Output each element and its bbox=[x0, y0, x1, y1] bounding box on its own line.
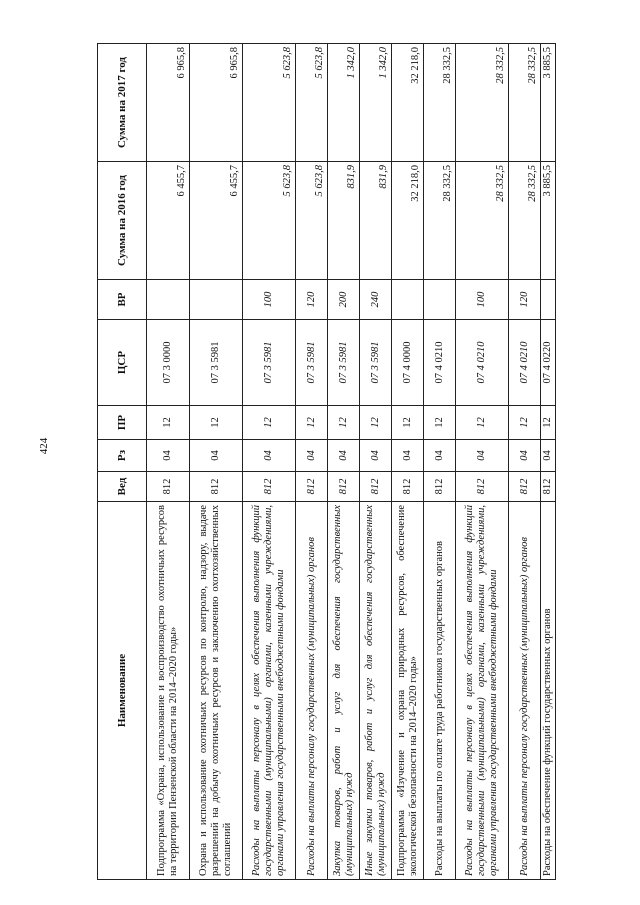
cell-pr: 12 bbox=[243, 406, 296, 440]
cell-sum-2017: 28 332,5 bbox=[509, 44, 541, 162]
cell-sum-2017: 6 965,8 bbox=[147, 44, 190, 162]
cell-vr bbox=[392, 280, 424, 320]
table-row bbox=[147, 44, 190, 880]
cell-vr bbox=[541, 280, 556, 320]
table-row bbox=[360, 44, 392, 880]
cell-rz: 04 bbox=[456, 440, 509, 472]
cell-rz: 04 bbox=[392, 440, 424, 472]
cell-pr: 12 bbox=[456, 406, 509, 440]
cell-rz: 04 bbox=[541, 440, 556, 472]
budget-table bbox=[97, 43, 556, 880]
cell-pr: 12 bbox=[190, 406, 243, 440]
cell-ved: 812 bbox=[360, 472, 392, 502]
cell-ved: 812 bbox=[392, 472, 424, 502]
cell-csr: 07 3 5981 bbox=[296, 320, 328, 406]
cell-ved: 812 bbox=[541, 472, 556, 502]
cell-name: Закупка товаров, работ и услуг для обеспечения государственных (муниципальных) нужд bbox=[328, 502, 360, 880]
cell-name: Расходы на выплаты персоналу государственных (муниципальных) органов bbox=[509, 502, 541, 880]
cell-ved: 812 bbox=[456, 472, 509, 502]
cell-name: Иные закупки товаров, работ и услуг для обеспечения государственных (муниципальных) нужд bbox=[360, 502, 392, 880]
table-row bbox=[424, 44, 456, 880]
cell-sum-2016: 3 885,5 bbox=[541, 162, 556, 280]
cell-sum-2017: 28 332,5 bbox=[456, 44, 509, 162]
rotated-table-container bbox=[97, 44, 553, 880]
cell-sum-2016: 28 332,5 bbox=[424, 162, 456, 280]
header-row bbox=[98, 44, 147, 880]
table-row bbox=[392, 44, 424, 880]
table-row bbox=[190, 44, 243, 880]
cell-rz: 04 bbox=[360, 440, 392, 472]
cell-vr: 200 bbox=[328, 280, 360, 320]
header-sum-2017: Сумма на 2017 год bbox=[98, 44, 147, 162]
cell-csr: 07 4 0000 bbox=[392, 320, 424, 406]
header-csr: ЦСР bbox=[98, 320, 147, 406]
cell-name: Подпрограмма «Охрана, использование и воспроизводство охотничьих ресурсов на территории Пензенской области на 2014–2020 годы» bbox=[147, 502, 190, 880]
cell-sum-2016: 6 455,7 bbox=[190, 162, 243, 280]
cell-rz: 04 bbox=[296, 440, 328, 472]
cell-csr: 07 3 5981 bbox=[328, 320, 360, 406]
cell-csr: 07 4 0210 bbox=[509, 320, 541, 406]
table-row bbox=[456, 44, 509, 880]
cell-pr: 12 bbox=[424, 406, 456, 440]
cell-ved: 812 bbox=[424, 472, 456, 502]
cell-vr bbox=[147, 280, 190, 320]
cell-pr: 12 bbox=[296, 406, 328, 440]
table-row bbox=[541, 44, 556, 880]
cell-sum-2017: 1 342,0 bbox=[328, 44, 360, 162]
cell-sum-2017: 32 218,0 bbox=[392, 44, 424, 162]
cell-sum-2017: 5 623,8 bbox=[243, 44, 296, 162]
cell-name: Расходы на выплаты персоналу в целях обеспечения выполнения функций государственными (муниципальными) органами, казенными учреждениями, органами управления государственными внебюджетными фондами bbox=[456, 502, 509, 880]
cell-name: Подпрограмма «Изучение и охрана природных ресурсов, обеспечение экологической безопасности на 2014–2020 годы» bbox=[392, 502, 424, 880]
cell-vr bbox=[424, 280, 456, 320]
table-row bbox=[328, 44, 360, 880]
cell-vr: 240 bbox=[360, 280, 392, 320]
cell-pr: 12 bbox=[541, 406, 556, 440]
cell-rz: 04 bbox=[328, 440, 360, 472]
table-row bbox=[296, 44, 328, 880]
cell-ved: 812 bbox=[190, 472, 243, 502]
cell-rz: 04 bbox=[147, 440, 190, 472]
cell-vr: 100 bbox=[456, 280, 509, 320]
cell-sum-2016: 28 332,5 bbox=[509, 162, 541, 280]
page-number: 424 bbox=[38, 437, 50, 455]
cell-pr: 12 bbox=[509, 406, 541, 440]
cell-csr: 07 4 0210 bbox=[456, 320, 509, 406]
table-row bbox=[243, 44, 296, 880]
cell-csr: 07 4 0210 bbox=[424, 320, 456, 406]
cell-sum-2017: 5 623,8 bbox=[296, 44, 328, 162]
cell-pr: 12 bbox=[360, 406, 392, 440]
cell-pr: 12 bbox=[147, 406, 190, 440]
cell-vr: 100 bbox=[243, 280, 296, 320]
cell-csr: 07 4 0220 bbox=[541, 320, 556, 406]
cell-pr: 12 bbox=[328, 406, 360, 440]
cell-sum-2016: 5 623,8 bbox=[243, 162, 296, 280]
header-pr: ПР bbox=[98, 406, 147, 440]
cell-rz: 04 bbox=[424, 440, 456, 472]
cell-vr bbox=[190, 280, 243, 320]
cell-csr: 07 3 5981 bbox=[190, 320, 243, 406]
cell-ved: 812 bbox=[509, 472, 541, 502]
cell-sum-2017: 28 332,5 bbox=[424, 44, 456, 162]
header-ved: Вед bbox=[98, 472, 147, 502]
cell-name: Расходы на выплаты персоналу в целях обеспечения выполнения функций государственными (муниципальными) органами, казенными учреждениями, органами управления государственными внебюджетными фондами bbox=[243, 502, 296, 880]
header-vr: ВР bbox=[98, 280, 147, 320]
cell-name: Расходы на выплаты по оплате труда работников государственных органов bbox=[424, 502, 456, 880]
cell-ved: 812 bbox=[147, 472, 190, 502]
cell-sum-2017: 3 885,5 bbox=[541, 44, 556, 162]
cell-sum-2016: 831,9 bbox=[360, 162, 392, 280]
header-rz: Рз bbox=[98, 440, 147, 472]
cell-rz: 04 bbox=[509, 440, 541, 472]
cell-csr: 07 3 5981 bbox=[360, 320, 392, 406]
header-name: Наименование bbox=[98, 502, 147, 880]
cell-vr: 120 bbox=[509, 280, 541, 320]
cell-name: Охрана и использование охотничьих ресурсов по контролю, надзору, выдаче разрешений на добычу охотничьих ресурсов и заключению охотхозяйственных соглашений bbox=[190, 502, 243, 880]
cell-sum-2017: 1 342,0 bbox=[360, 44, 392, 162]
cell-sum-2016: 28 332,5 bbox=[456, 162, 509, 280]
table-row bbox=[509, 44, 541, 880]
cell-sum-2016: 6 455,7 bbox=[147, 162, 190, 280]
cell-ved: 812 bbox=[243, 472, 296, 502]
cell-csr: 07 3 5981 bbox=[243, 320, 296, 406]
cell-sum-2016: 32 218,0 bbox=[392, 162, 424, 280]
cell-csr: 07 3 0000 bbox=[147, 320, 190, 406]
cell-rz: 04 bbox=[190, 440, 243, 472]
cell-sum-2017: 6 965,8 bbox=[190, 44, 243, 162]
cell-name: Расходы на выплаты персоналу государственных (муниципальных) органов bbox=[296, 502, 328, 880]
cell-ved: 812 bbox=[328, 472, 360, 502]
cell-pr: 12 bbox=[392, 406, 424, 440]
cell-rz: 04 bbox=[243, 440, 296, 472]
cell-vr: 120 bbox=[296, 280, 328, 320]
cell-ved: 812 bbox=[296, 472, 328, 502]
cell-name: Расходы на обеспечение функций государственных органов bbox=[541, 502, 556, 880]
cell-sum-2016: 5 623,8 bbox=[296, 162, 328, 280]
header-sum-2016: Сумма на 2016 год bbox=[98, 162, 147, 280]
cell-sum-2016: 831,9 bbox=[328, 162, 360, 280]
